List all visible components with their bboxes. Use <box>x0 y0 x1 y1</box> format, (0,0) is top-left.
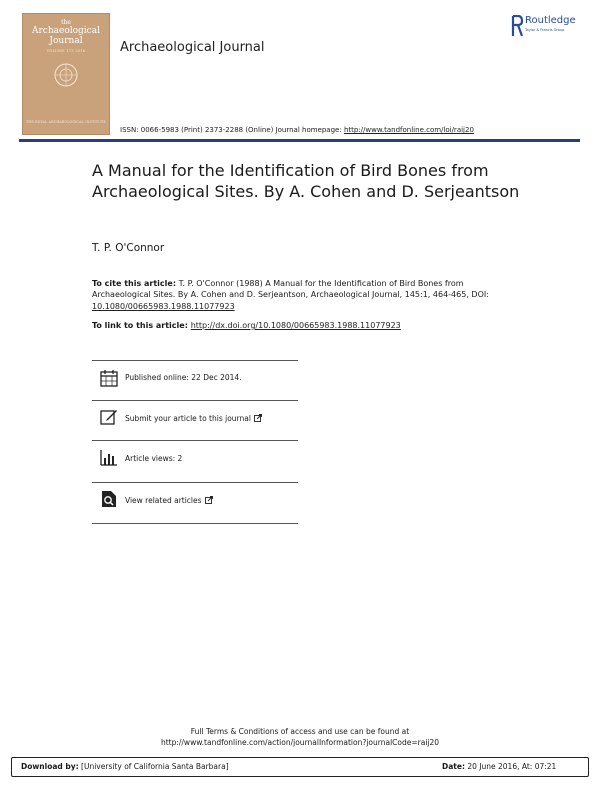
journal-homepage-link[interactable]: http://www.tandfonline.com/loi/raij20 <box>343 126 474 134</box>
cover-the: the <box>61 19 71 26</box>
journal-cover-image <box>22 13 110 135</box>
related-articles-label: View related articles <box>125 496 202 505</box>
issn-text: ISSN: 0066-5983 (Print) 2373-2288 (Online) Journal homepage: <box>120 126 344 134</box>
download-date-label: Date: <box>442 762 465 771</box>
terms-url-link[interactable]: http://www.tandfonline.com/action/journalInformation?journalCode=raij20 <box>160 738 440 747</box>
download-date <box>442 762 556 771</box>
issn-line <box>120 126 474 134</box>
bar-chart-icon <box>100 449 118 467</box>
article-link-line <box>92 321 401 330</box>
terms-line1: Full Terms & Conditions of access and use can be found at <box>190 727 410 736</box>
download-info-bar <box>11 757 589 777</box>
link-label: To link to this article: <box>92 321 191 330</box>
download-date-value: 20 June 2016, At: 07:21 <box>464 762 557 771</box>
article-author: T. P. O'Connor <box>92 242 165 254</box>
calendar-icon <box>100 369 118 387</box>
downloaded-by-value: [University of California Santa Barbara] <box>78 762 229 771</box>
cite-label: To cite this article: <box>92 279 177 288</box>
submit-article-link[interactable] <box>125 414 262 423</box>
header-rule <box>19 139 580 142</box>
external-link-icon <box>254 414 262 422</box>
publisher-tagline: Taylor & Francis Group <box>525 28 565 32</box>
published-online: Published online: 22 Dec 2014. <box>125 373 242 382</box>
box-divider <box>92 482 298 483</box>
journal-name: Archaeological Journal <box>120 40 265 55</box>
related-articles-icon <box>100 490 118 508</box>
submit-article-label: Submit your article to this journal <box>125 414 251 423</box>
cover-title-line1: Archaeological <box>32 26 100 36</box>
related-articles-link[interactable] <box>125 496 213 505</box>
terms-notice <box>0 726 600 748</box>
downloaded-by-label: Download by: <box>21 762 79 771</box>
cover-title <box>22 26 110 46</box>
publisher-name: Routledge <box>525 15 576 26</box>
box-divider <box>92 523 298 524</box>
box-divider <box>92 400 298 401</box>
cover-publisher: THE ROYAL ARCHAEOLOGICAL INSTITUTE <box>26 120 106 124</box>
box-divider <box>92 360 298 361</box>
cover-title-line2: Journal <box>49 36 83 46</box>
article-title: A Manual for the Identification of Bird Bones from Archaeological Sites. By A. Cohen and D. Serjeantson <box>92 161 520 201</box>
publisher-logo[interactable] <box>511 15 591 41</box>
external-link-icon <box>205 496 213 504</box>
article-views: Article views: 2 <box>125 454 183 463</box>
doi-link[interactable]: 10.1080/00665983.1988.11077923 <box>92 301 235 311</box>
cover-emblem-icon <box>52 61 80 89</box>
cite-text: T. P. O'Connor (1988) A Manual for the Identification of Bird Bones from Archaeological Sites. By A. Cohen and D. Serjeantson, Archaeological Journal, 145:1, 464-465, DOI: <box>92 279 489 300</box>
downloaded-by <box>21 762 229 771</box>
box-divider <box>92 440 298 441</box>
cover-volume: VOLUME 173 2016 <box>46 49 86 53</box>
article-url-link[interactable]: http://dx.doi.org/10.1080/00665983.1988.11077923 <box>190 321 401 330</box>
citation <box>92 278 512 312</box>
routledge-r-icon <box>511 15 523 37</box>
submit-edit-icon <box>100 408 118 426</box>
